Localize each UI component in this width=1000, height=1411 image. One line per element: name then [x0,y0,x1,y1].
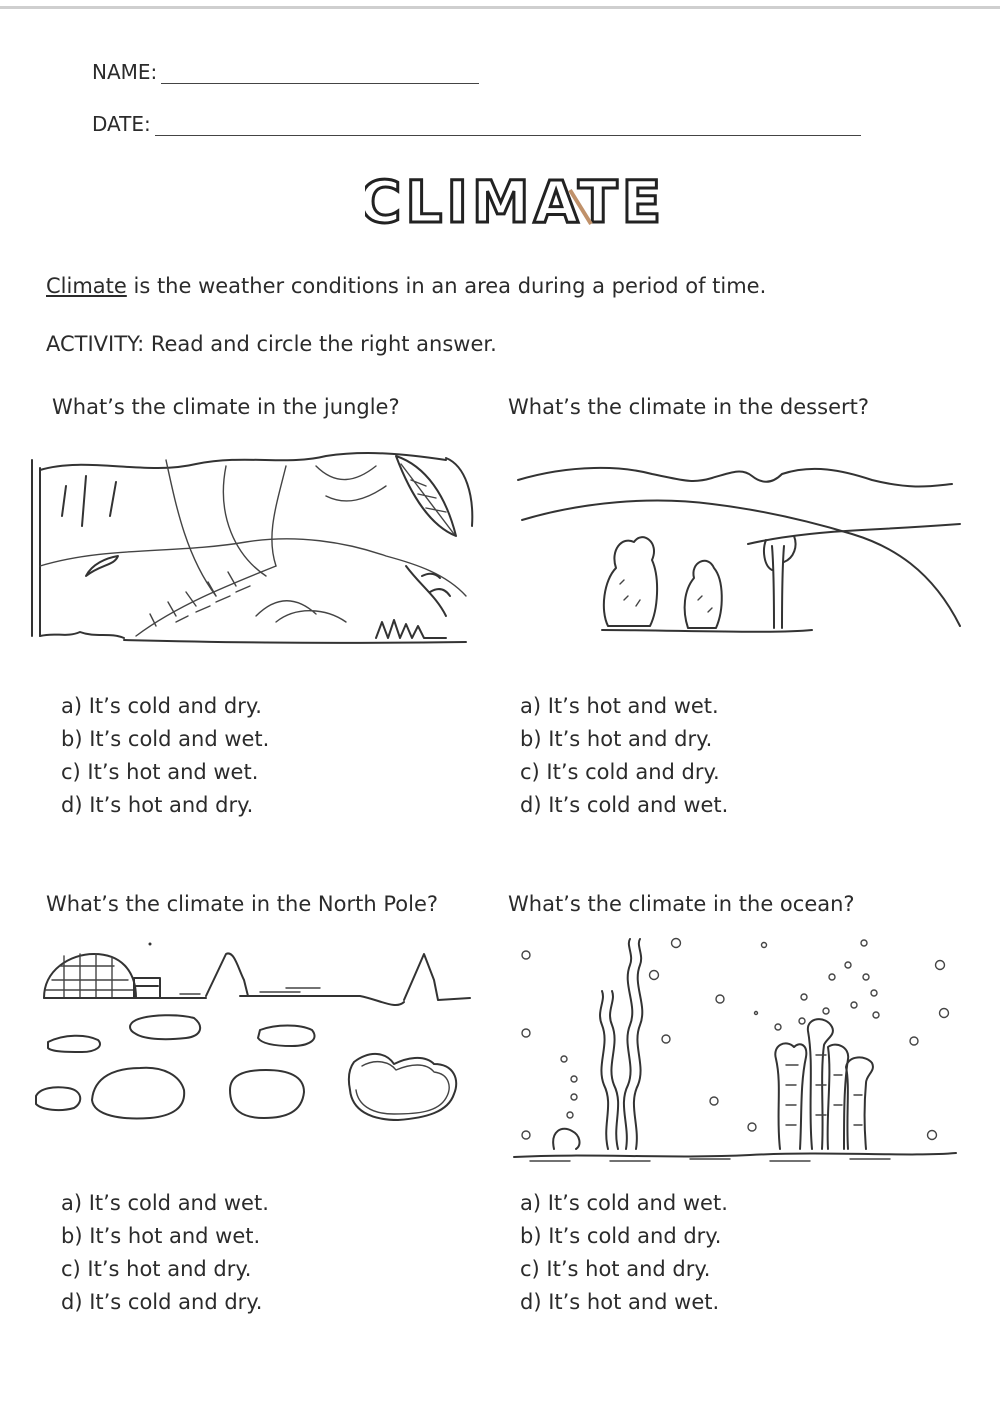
answer-option[interactable]: b) It’s cold and dry. [520,1224,722,1248]
answer-option[interactable]: c) It’s hot and dry. [61,1257,252,1281]
activity-instructions: ACTIVITY: Read and circle the right answer. [46,332,497,356]
answer-option[interactable]: d) It’s hot and dry. [61,793,254,817]
name-field[interactable] [92,60,479,84]
answer-option[interactable]: a) It’s cold and wet. [520,1191,728,1215]
answer-option[interactable]: b) It’s hot and dry. [520,727,713,751]
answers-ocean [520,1187,728,1319]
date-label: DATE: [92,112,151,136]
answers-desert [520,690,728,822]
answer-option[interactable]: c) It’s hot and wet. [61,760,259,784]
date-line[interactable] [155,115,861,136]
answers-jungle [61,690,269,822]
date-field[interactable] [92,112,861,136]
answer-option[interactable]: a) It’s hot and wet. [520,694,719,718]
answer-option[interactable]: d) It’s cold and dry. [61,1290,263,1314]
title-text: CLIMATE [365,168,660,230]
answers-north-pole [61,1187,269,1319]
intro-sentence [46,274,766,298]
question-desert: What’s the climate in the dessert? [508,395,869,419]
ocean-illustration [510,935,960,1165]
answer-option[interactable]: a) It’s cold and dry. [61,694,262,718]
answer-option[interactable]: c) It’s cold and dry. [520,760,720,784]
answer-option[interactable]: d) It’s hot and wet. [520,1290,720,1314]
answer-option[interactable]: b) It’s hot and wet. [61,1224,261,1248]
answer-option[interactable]: c) It’s hot and dry. [520,1257,711,1281]
desert-illustration [512,450,964,640]
top-border-rule [0,6,1000,9]
answer-option[interactable]: a) It’s cold and wet. [61,1191,269,1215]
worksheet-title [365,168,660,230]
jungle-illustration [26,446,478,656]
north-pole-illustration [30,940,480,1130]
name-line[interactable] [161,63,479,84]
question-ocean: What’s the climate in the ocean? [508,892,855,916]
name-label: NAME: [92,60,158,84]
answer-option[interactable]: d) It’s cold and wet. [520,793,729,817]
answer-option[interactable]: b) It’s cold and wet. [61,727,270,751]
question-north-pole: What’s the climate in the North Pole? [46,892,439,916]
intro-rest: is the weather conditions in an area during a period of time. [126,274,767,298]
question-jungle: What’s the climate in the jungle? [52,395,400,419]
intro-term: Climate [46,274,127,298]
